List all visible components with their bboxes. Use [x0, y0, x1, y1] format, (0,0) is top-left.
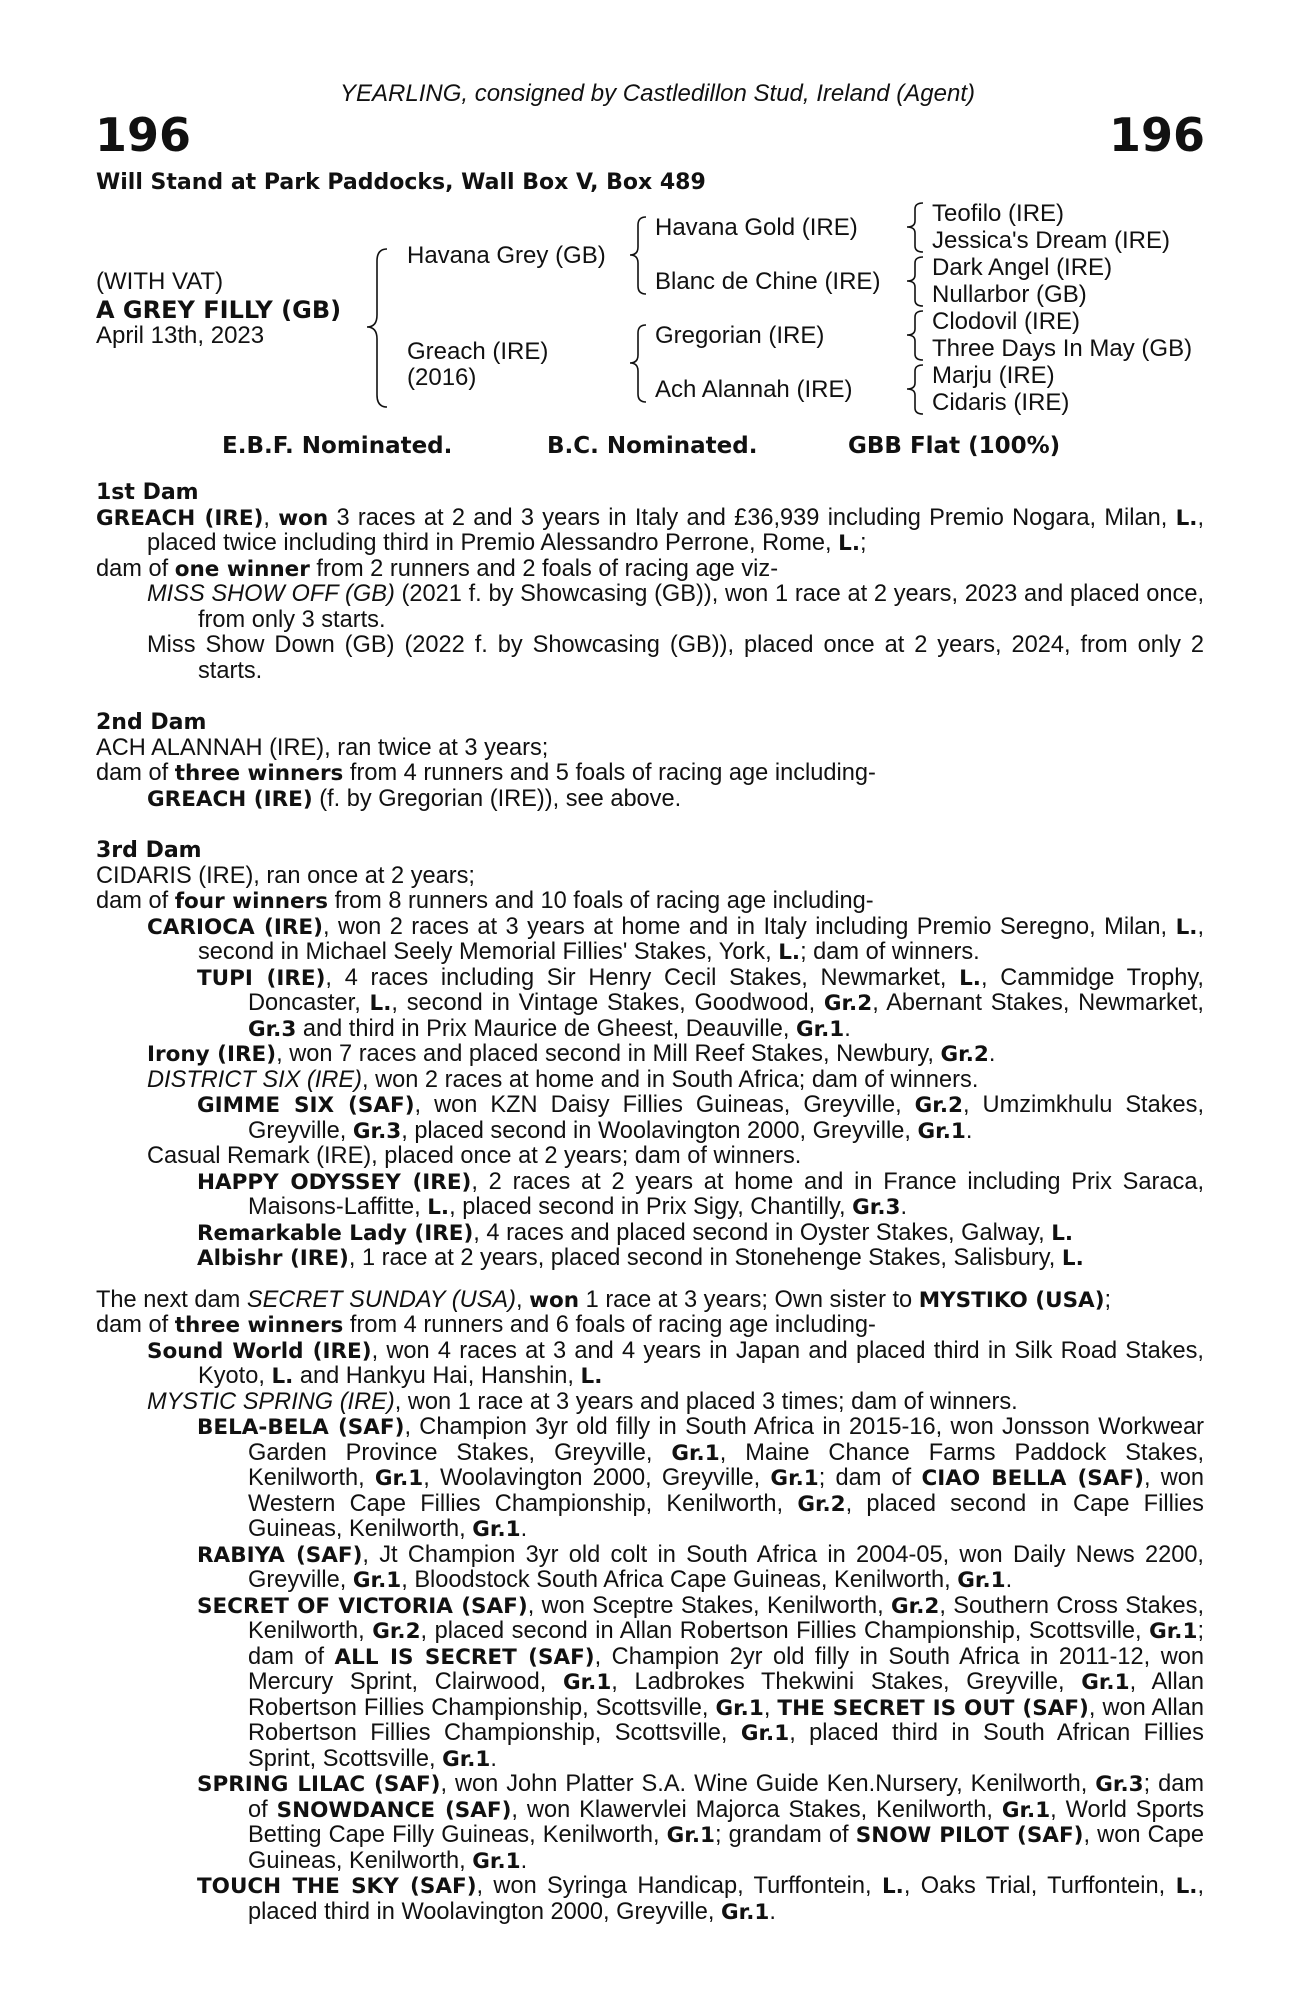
g3-ancestor: Teofilo (IRE)	[932, 200, 1065, 227]
brace-subject	[365, 245, 395, 410]
g3-ancestor: Dark Angel (IRE)	[932, 254, 1113, 281]
produce-entry: GIMME SIX (SAF), won KZN Daisy Fillies Guineas, Greyville, Gr.2, Umzimkhulu Stakes, Greyville, Gr.3, placed second in Woolavington 2000, Greyville, Gr.1.	[197, 1092, 1205, 1144]
produce-entry: CARIOCA (IRE), won 2 races at 3 years at home and in Italy including Premio Seregno, Milan, L., second in Michael Seely Memorial Fillies' Stakes, York, L.; dam of winners.	[147, 913, 1204, 965]
produce-entry: SPRING LILAC (SAF), won John Platter S.A. Wine Guide Ken.Nursery, Kenilworth, Gr.3; dam of SNOWDANCE (SAF), won Klawervlei Majorca Stakes, Kenilworth, Gr.1, World Sports Betting Cape Filly Guineas, Kenilworth, Gr.1; grandam of SNOW PILOT (SAF), won Cape Guineas, Kenilworth, Gr.1.	[197, 1771, 1205, 1874]
next-dam-produce: dam of three winners from 4 runners and 6 foals of racing age including-	[96, 1312, 876, 1338]
produce-entry: SECRET OF VICTORIA (SAF), won Sceptre Stakes, Kenilworth, Gr.2, Southern Cross Stakes, Kenilworth, Gr.2, placed second in Allan Robertson Fillies Championship, Scottsville, Gr.1; dam of ALL IS SECRET (SAF), Champion 2yr old filly in South Africa in 2011-12, won Mercury Sprint, Clairwood, Gr.1, Ladbrokes Thekwini Stakes, Greyville, Gr.1, Allan Robertson Fillies Championship, Scottsville, Gr.1, THE SECRET IS OUT (SAF), won Allan Robertson Fillies Championship, Scottsville, Gr.1, placed third in South African Fillies Sprint, Scottsville, Gr.1.	[197, 1592, 1204, 1772]
section-heading-1st-dam: 1st Dam	[96, 480, 199, 505]
produce-entry: DISTRICT SIX (IRE), won 2 races at home and in South Africa; dam of winners.	[147, 1066, 979, 1093]
produce-entry: GREACH (IRE) (f. by Gregorian (IRE)), see above.	[147, 785, 682, 812]
dam2-record: ACH ALANNAH (IRE), ran twice at 3 years;	[96, 734, 549, 761]
g3-ancestor: Jessica's Dream (IRE)	[932, 227, 1170, 254]
subject-name: A GREY FILLY (GB)	[96, 296, 342, 324]
brace-dam	[628, 323, 652, 405]
produce-entry: BELA-BELA (SAF), Champion 3yr old filly in South Africa in 2015-16, won Jonsson Workwear Garden Province Stakes, Greyville, Gr.1, Maine Chance Farms Paddock Stakes, Kenilworth, Gr.1, Woolavington 2000, Greyville, Gr.1; dam of CIAO BELLA (SAF), won Western Cape Fillies Championship, Kenilworth, Gr.2, placed second in Cape Fillies Guineas, Kenilworth, Gr.1.	[197, 1414, 1204, 1542]
brace-sire	[628, 215, 652, 297]
g3-ancestor: Nullarbor (GB)	[932, 281, 1087, 308]
brace-g3-2	[905, 255, 927, 309]
produce-entry: MISS SHOW OFF (GB) (2021 f. by Showcasing (GB)), won 1 race at 2 years, 2023 and placed once, from only 3 starts.	[147, 581, 1205, 633]
section-heading-2nd-dam: 2nd Dam	[96, 710, 207, 735]
produce-entry: Miss Show Down (GB) (2022 f. by Showcasing (GB)), placed once at 2 years, 2024, from only 2 starts.	[147, 632, 1204, 684]
catalogue-subtitle: YEARLING, consigned by Castledillon Stud, Ireland (Agent)	[339, 80, 975, 107]
dam2-produce: dam of three winners from 4 runners and 5 foals of racing age including-	[96, 760, 876, 786]
g3-ancestor: Marju (IRE)	[932, 362, 1055, 389]
produce-entry: Irony (IRE), won 7 races and placed second in Mill Reef Stakes, Newbury, Gr.2.	[147, 1041, 996, 1067]
produce-entry: Casual Remark (IRE), placed once at 2 years; dam of winners.	[147, 1143, 802, 1169]
sire-name: Havana Grey (GB)	[407, 242, 606, 269]
dam3-record: CIDARIS (IRE), ran once at 2 years;	[96, 862, 475, 889]
produce-entry: RABIYA (SAF), Jt Champion 3yr old colt in South Africa in 2004-05, won Daily News 2200, Greyville, Gr.1, Bloodstock South Africa Cape Guineas, Kenilworth, Gr.1.	[197, 1541, 1204, 1593]
produce-entry: MYSTIC SPRING (IRE), won 1 race at 3 years and placed 3 times; dam of winners.	[147, 1388, 1018, 1415]
next-dam-record: The next dam SECRET SUNDAY (USA), won 1 race at 3 years; Own sister to MYSTIKO (USA);	[96, 1286, 1112, 1313]
dam-sire: Gregorian (IRE)	[655, 322, 825, 349]
section-heading-3rd-dam: 3rd Dam	[96, 838, 202, 863]
produce-record	[96, 480, 1204, 1925]
dam-name: Greach (IRE)	[407, 338, 549, 365]
lot-number-right: 196	[1108, 108, 1205, 162]
g3-ancestor: Three Days In May (GB)	[932, 335, 1193, 362]
ebf-nomination: E.B.F. Nominated.	[222, 433, 453, 459]
produce-entry: TOUCH THE SKY (SAF), won Syringa Handicap, Turffontein, L., Oaks Trial, Turffontein, L., placed third in Woolavington 2000, Greyville, Gr.1.	[197, 1873, 1205, 1925]
g3-ancestor: Clodovil (IRE)	[932, 308, 1081, 335]
brace-g3-3	[905, 309, 927, 363]
produce-entry: TUPI (IRE), 4 races including Sir Henry Cecil Stakes, Newmarket, L., Cammidge Trophy, Doncaster, L., second in Vintage Stakes, Goodwood, Gr.2, Abernant Stakes, Newmarket, Gr.3 and third in Prix Maurice de Gheest, Deauville, Gr.1.	[197, 964, 1204, 1042]
produce-entry: Albishr (IRE), 1 race at 2 years, placed second in Stonehenge Stakes, Salisbury, L.	[197, 1245, 1084, 1271]
produce-entry: HAPPY ODYSSEY (IRE), 2 races at 2 years at home and in France including Prix Saraca, Maisons-Laffitte, L., placed second in Prix Sigy, Chantilly, Gr.3.	[197, 1168, 1204, 1220]
sire-sire: Havana Gold (IRE)	[655, 214, 858, 241]
vat-note: (WITH VAT)	[96, 268, 224, 295]
dam-year: (2016)	[407, 364, 477, 391]
dam1-record: GREACH (IRE), won 3 races at 2 and 3 years in Italy and £36,939 including Premio Nogara, Milan, L., placed twice including third in Premio Alessandro Perrone, Rome, L.;	[96, 504, 1204, 556]
gbb-flat: GBB Flat (100%)	[848, 433, 1061, 459]
produce-entry: Sound World (IRE), won 4 races at 3 and 4 years in Japan and placed third in Silk Road Stakes, Kyoto, L. and Hankyu Hai, Hanshin, L.	[147, 1337, 1204, 1389]
produce-entry: Remarkable Lady (IRE), 4 races and placed second in Oyster Stakes, Galway, L.	[197, 1219, 1074, 1246]
dam3-produce: dam of four winners from 8 runners and 10 foals of racing age including-	[96, 888, 874, 914]
g3-ancestor: Cidaris (IRE)	[932, 389, 1070, 416]
brace-g3-1	[905, 201, 927, 255]
bc-nomination: B.C. Nominated.	[547, 433, 758, 459]
stand-location: Will Stand at Park Paddocks, Wall Box V, Box 489	[96, 170, 706, 195]
subject-foaled: April 13th, 2023	[96, 322, 265, 349]
sire-dam: Blanc de Chine (IRE)	[655, 268, 881, 295]
dam1-produce: dam of one winner from 2 runners and 2 foals of racing age viz-	[96, 555, 779, 582]
dam-dam: Ach Alannah (IRE)	[655, 376, 853, 403]
brace-g3-4	[905, 363, 927, 417]
lot-number-left: 196	[95, 108, 192, 162]
